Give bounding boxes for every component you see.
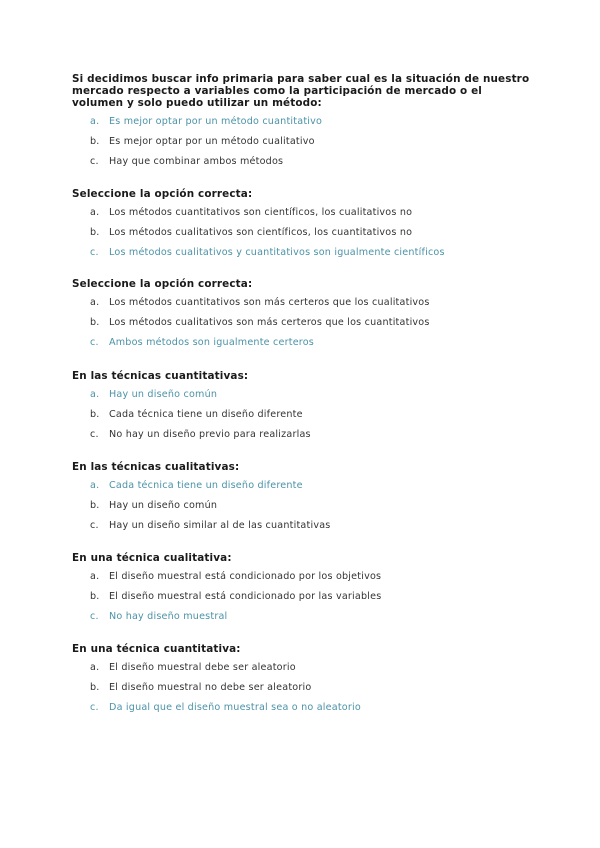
answer-option-b — [72, 314, 532, 334]
question-title: En las técnicas cuantitativas: — [72, 370, 249, 382]
option-text: Hay un diseño similar al de las cuantitativas — [109, 520, 331, 531]
option-text: Los métodos cuantitativos son científicos, los cualitativos no — [109, 207, 413, 218]
option-letter: b. — [90, 500, 100, 511]
question-7 — [72, 643, 532, 719]
option-text: El diseño muestral no debe ser aleatorio — [109, 682, 312, 693]
answer-option-c — [72, 334, 532, 354]
option-letter: c. — [90, 337, 99, 348]
answer-option-a — [72, 294, 532, 314]
option-text: No hay un diseño previo para realizarlas — [109, 429, 311, 440]
question-1 — [72, 73, 532, 173]
option-text: Cada técnica tiene un diseño diferente — [109, 409, 303, 420]
option-letter: a. — [90, 116, 100, 127]
option-letter: c. — [90, 247, 99, 258]
answer-option-c — [72, 699, 532, 719]
answer-option-a — [72, 113, 532, 133]
option-letter: a. — [90, 571, 100, 582]
answer-option-c — [72, 426, 532, 446]
option-text: El diseño muestral está condicionado por las variables — [109, 591, 382, 602]
option-letter: b. — [90, 409, 100, 420]
question-title: En una técnica cuantitativa: — [72, 643, 241, 655]
option-letter: a. — [90, 297, 100, 308]
option-text: Cada técnica tiene un diseño diferente — [109, 480, 303, 491]
question-2 — [72, 188, 532, 264]
option-letter: c. — [90, 429, 99, 440]
answer-option-a — [72, 477, 532, 497]
answer-option-a — [72, 386, 532, 406]
option-letter: c. — [90, 611, 99, 622]
answer-option-c — [72, 153, 532, 173]
option-text: Los métodos cualitativos y cuantitativos son igualmente científicos — [109, 247, 445, 258]
option-text: Los métodos cualitativos son más certeros que los cuantitativos — [109, 317, 430, 328]
answer-option-b — [72, 224, 532, 244]
option-text: No hay diseño muestral — [109, 611, 228, 622]
option-letter: c. — [90, 520, 99, 531]
answer-option-b — [72, 588, 532, 608]
question-title: Seleccione la opción correcta: — [72, 188, 253, 200]
answer-option-b — [72, 133, 532, 153]
option-letter: a. — [90, 389, 100, 400]
option-letter: c. — [90, 156, 99, 167]
answer-option-b — [72, 406, 532, 426]
question-title: Seleccione la opción correcta: — [72, 278, 253, 290]
option-text: El diseño muestral está condicionado por los objetivos — [109, 571, 382, 582]
option-letter: b. — [90, 227, 100, 238]
answer-option-b — [72, 679, 532, 699]
option-text: Es mejor optar por un método cuantitativo — [109, 116, 323, 127]
option-letter: b. — [90, 682, 100, 693]
answer-option-a — [72, 659, 532, 679]
option-text: Hay un diseño común — [109, 500, 218, 511]
option-letter: a. — [90, 207, 100, 218]
option-letter: b. — [90, 317, 100, 328]
question-5 — [72, 461, 532, 537]
option-letter: a. — [90, 662, 100, 673]
option-text: Hay un diseño común — [109, 389, 218, 400]
answer-option-a — [72, 204, 532, 224]
answer-option-c — [72, 608, 532, 628]
question-6 — [72, 552, 532, 628]
answer-option-c — [72, 244, 532, 264]
option-letter: b. — [90, 136, 100, 147]
answer-option-b — [72, 497, 532, 517]
option-letter: b. — [90, 591, 100, 602]
option-text: Hay que combinar ambos métodos — [109, 156, 284, 167]
option-letter: a. — [90, 480, 100, 491]
option-letter: c. — [90, 702, 99, 713]
option-text: El diseño muestral debe ser aleatorio — [109, 662, 296, 673]
option-text: Los métodos cuantitativos son más certeros que los cualitativos — [109, 297, 430, 308]
option-text: Los métodos cualitativos son científicos, los cuantitativos no — [109, 227, 413, 238]
question-title: Si decidimos buscar info primaria para saber cual es la situación de nuestro mercado respecto a variables como la participación de mercado o el volumen y solo puedo utilizar un método: — [72, 73, 530, 109]
question-title: En una técnica cualitativa: — [72, 552, 232, 564]
question-4 — [72, 370, 532, 446]
answer-option-c — [72, 517, 532, 537]
question-3 — [72, 278, 532, 354]
option-text: Es mejor optar por un método cualitativo — [109, 136, 315, 147]
answer-option-a — [72, 568, 532, 588]
option-text: Ambos métodos son igualmente certeros — [109, 337, 315, 348]
option-text: Da igual que el diseño muestral sea o no aleatorio — [109, 702, 361, 713]
question-title: En las técnicas cualitativas: — [72, 461, 240, 473]
